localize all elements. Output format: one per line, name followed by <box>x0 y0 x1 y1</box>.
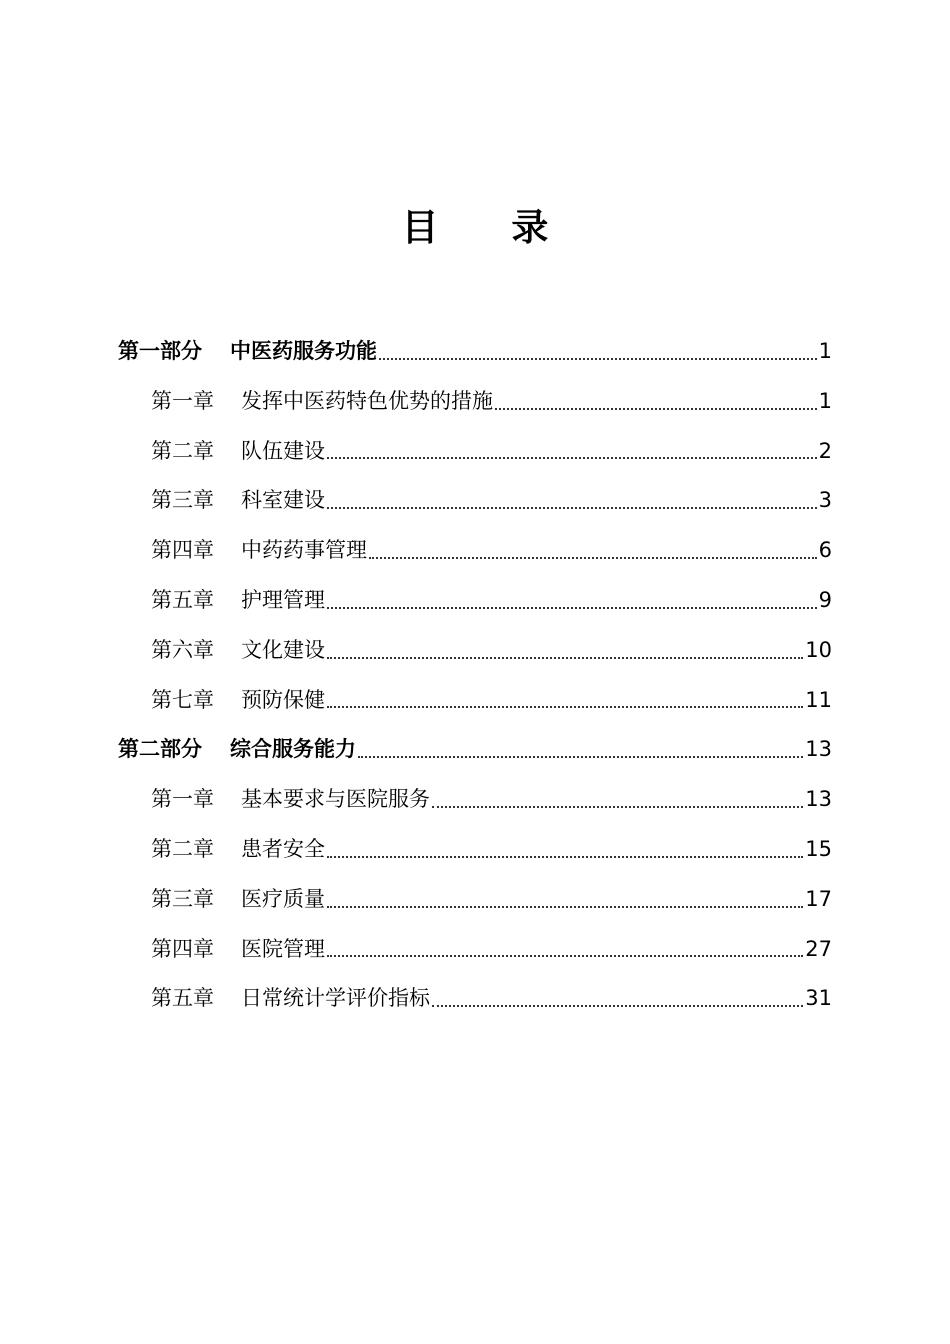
toc-part-row[interactable] <box>118 725 832 775</box>
toc-chapter-row[interactable] <box>118 576 832 626</box>
toc-chapter-row[interactable] <box>118 427 832 477</box>
toc-chapter-row[interactable] <box>118 476 832 526</box>
toc-dot-leader <box>379 342 817 362</box>
toc-page-number: 13 <box>805 787 832 812</box>
toc-chapter-title: 基本要求与医院服务 <box>241 787 430 812</box>
toc-dot-leader <box>327 840 803 860</box>
toc-chapter-label: 第四章 <box>151 538 214 563</box>
toc-dot-leader <box>495 392 817 412</box>
toc-dot-leader <box>327 890 803 910</box>
toc-dot-leader <box>327 591 817 611</box>
toc-chapter-label: 第一章 <box>151 787 214 812</box>
toc-chapter-label: 第二章 <box>151 438 214 463</box>
toc-chapter-title: 科室建设 <box>241 488 325 513</box>
toc-chapter-title: 护理管理 <box>241 587 325 612</box>
toc-chapter-row[interactable] <box>118 526 832 576</box>
toc-page-number: 11 <box>805 687 832 712</box>
toc-chapter-row[interactable] <box>118 925 832 975</box>
toc-chapter-label: 第二章 <box>151 836 214 861</box>
toc-page-number: 6 <box>818 538 832 563</box>
toc-chapter-row[interactable] <box>118 377 832 427</box>
toc-page-number: 1 <box>818 339 832 363</box>
toc-dot-leader <box>327 441 817 461</box>
toc-chapter-label: 第三章 <box>151 488 214 513</box>
toc-chapter-label: 第三章 <box>151 886 214 911</box>
toc-page-number: 31 <box>805 986 832 1011</box>
toc-chapter-row[interactable] <box>118 825 832 875</box>
toc-page-number: 17 <box>805 886 832 911</box>
toc-dot-leader <box>432 790 803 810</box>
toc-chapter-title: 文化建设 <box>241 637 325 662</box>
toc-page-number: 3 <box>818 488 832 513</box>
toc-chapter-label: 第五章 <box>151 587 214 612</box>
toc-dot-leader <box>369 541 817 561</box>
toc-page-number: 1 <box>818 388 832 413</box>
toc-page-number: 27 <box>805 936 832 961</box>
toc-chapter-title: 预防保健 <box>241 687 325 712</box>
toc-chapter-label: 第四章 <box>151 936 214 961</box>
toc-dot-leader <box>358 740 803 760</box>
table-of-contents <box>118 327 832 1024</box>
toc-dot-leader <box>327 690 803 710</box>
toc-chapter-label: 第七章 <box>151 687 214 712</box>
toc-dot-leader <box>432 989 803 1009</box>
toc-page-number: 15 <box>805 836 832 861</box>
toc-dot-leader <box>327 491 817 511</box>
toc-part-row[interactable] <box>118 327 832 377</box>
toc-chapter-row[interactable] <box>118 974 832 1024</box>
toc-part-title: 综合服务能力 <box>230 737 356 762</box>
toc-page-number: 9 <box>818 587 832 612</box>
toc-chapter-title: 中药药事管理 <box>241 538 367 563</box>
toc-chapter-row[interactable] <box>118 676 832 726</box>
toc-page-number: 13 <box>805 737 832 762</box>
toc-chapter-title: 日常统计学评价指标 <box>241 986 430 1011</box>
toc-chapter-label: 第六章 <box>151 637 214 662</box>
toc-page-number: 10 <box>805 637 832 662</box>
toc-part-label: 第一部分 <box>118 339 202 363</box>
toc-chapter-label: 第一章 <box>151 388 214 413</box>
toc-chapter-title: 患者安全 <box>241 836 325 861</box>
toc-chapter-row[interactable] <box>118 875 832 925</box>
toc-chapter-title: 医院管理 <box>241 936 325 961</box>
page-title: 目 录 <box>401 206 579 249</box>
toc-chapter-row[interactable] <box>118 775 832 825</box>
toc-part-label: 第二部分 <box>118 737 202 762</box>
toc-chapter-label: 第五章 <box>151 986 214 1011</box>
toc-chapter-title: 队伍建设 <box>241 438 325 463</box>
toc-page-number: 2 <box>818 438 832 463</box>
toc-part-title: 中医药服务功能 <box>230 339 377 363</box>
toc-dot-leader <box>327 641 803 661</box>
toc-chapter-title: 发挥中医药特色优势的措施 <box>241 388 493 413</box>
toc-chapter-row[interactable] <box>118 626 832 676</box>
toc-chapter-title: 医疗质量 <box>241 886 325 911</box>
toc-dot-leader <box>327 939 803 959</box>
